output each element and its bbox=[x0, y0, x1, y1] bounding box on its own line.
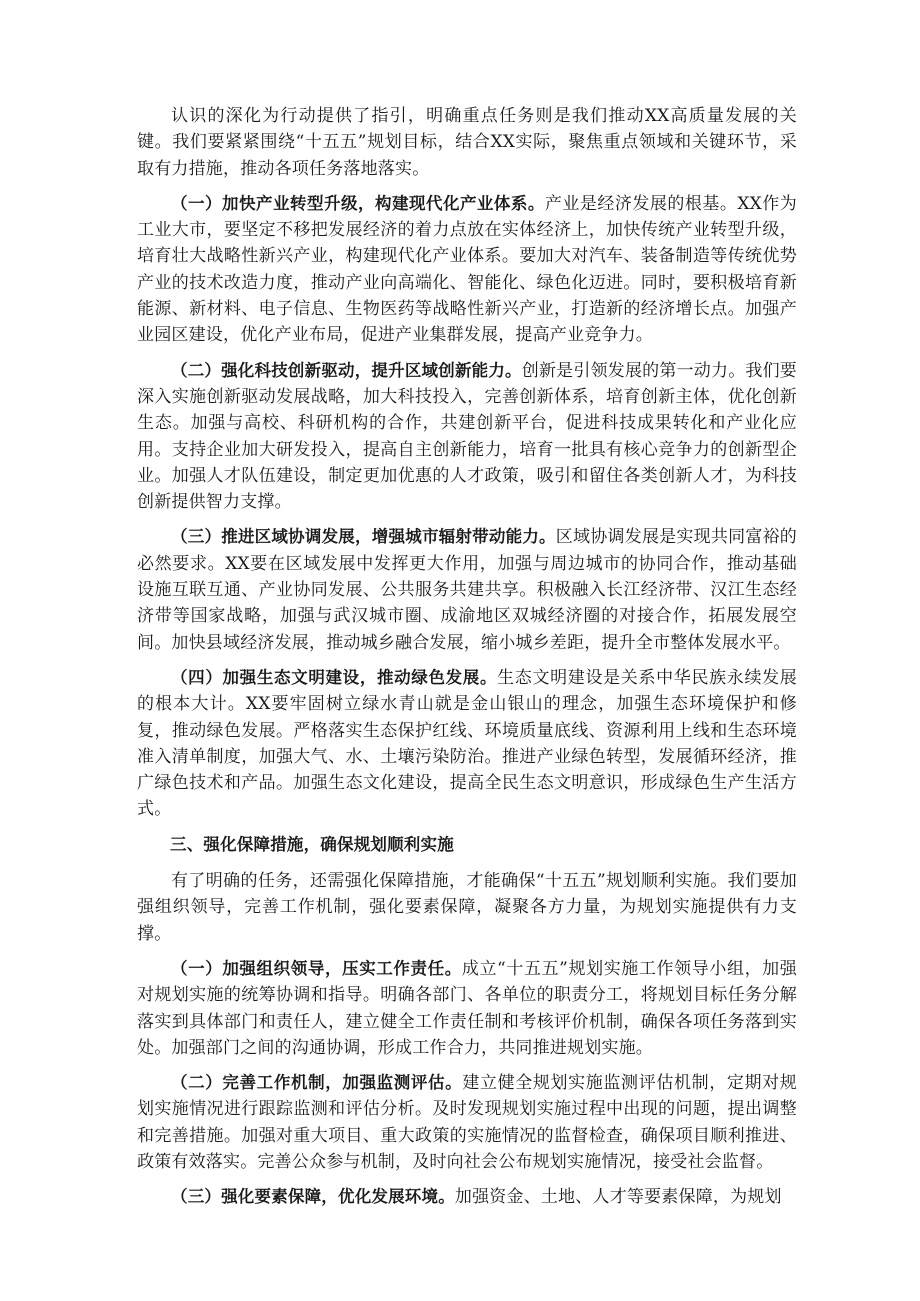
document-page bbox=[137, 103, 797, 1211]
measure-paragraph-3 bbox=[137, 1184, 797, 1210]
measure-heading-2: （二）完善工作机制，加强监测评估。 bbox=[171, 1073, 463, 1093]
measure-heading-3: （三）强化要素保障，优化发展环境。 bbox=[171, 1187, 455, 1207]
task-body-1: 产业是经济发展的根基。XX作为工业大市，要坚定不移把发展经济的着力点放在实体经济上，加快传统产业转型升级，培育壮大战略性新兴产业，构建现代化产业体系。要加大对汽车、装备制造等传统优势产业的技术改造力度，推动产业向高端化、智能化、绿色化迈进。同时，要积极培育新能源、新材料、电子信息、生物医药等战略性新兴产业，打造新的经济增长点。加强产业园区建设，优化产业布局，促进产业集群发展，提高产业竞争力。 bbox=[137, 193, 797, 346]
task-heading-3: （三）推进区域协调发展，增强城市辐射带动能力。 bbox=[171, 527, 556, 547]
section-3-title: 三、强化保障措施，确保规划顺利实施 bbox=[170, 834, 454, 854]
measure-body-2: 建立健全规划实施监测评估机制，定期对规划实施情况进行跟踪监测和评估分析。及时发现规划实施过程中出现的问题，提出调整和完善措施。加强对重大项目、重大政策的实施情况的监督检查，确保项目顺利推进、政策有效落实。完善公众参与机制，及时向社会公布规划实施情况，接受社会监督。 bbox=[137, 1073, 797, 1172]
task-body-3: 区域协调发展是实现共同富裕的必然要求。XX要在区域发展中发挥更大作用，加强与周边城市的协同合作，推动基础设施互联互通、产业协同发展、公共服务共建共享。积极融入长江经济带、汉江生态经济带等国家战略，加强与武汉城市圈、成渝地区双城经济圈的对接合作，拓展发展空间。加快县域经济发展，推动城乡融合发展，缩小城乡差距，提升全市整体发展水平。 bbox=[137, 527, 797, 653]
intro-paragraph: 认识的深化为行动提供了指引，明确重点任务则是我们推动XX高质量发展的关键。我们要紧紧围绕“十五五”规划目标，结合XX实际，聚焦重点领域和关键环节，采取有力措施，推动各项任务落地落实。 bbox=[137, 106, 797, 179]
task-paragraph-1 bbox=[137, 191, 797, 349]
measure-body-3: 加强资金、土地、人才等要素保障，为规划 bbox=[454, 1187, 782, 1208]
measure-paragraph-1 bbox=[137, 956, 797, 1061]
task-paragraph-3 bbox=[137, 524, 797, 655]
task-heading-4: （四）加强生态文明建设，推动绿色发展。 bbox=[171, 667, 498, 687]
task-heading-2: （二）强化科技创新驱动，提升区域创新能力。 bbox=[171, 360, 522, 380]
task-paragraph-4 bbox=[137, 665, 797, 823]
measure-paragraph-2 bbox=[137, 1070, 797, 1175]
measure-body-1: 成立“十五五”规划实施工作领导小组，加强对规划实施的统筹协调和指导。明确各部门、各单位的职责分工，将规划目标任务分解落实到具体部门和责任人，建立健全工作责任制和考核评价机制，确保各项任务落到实处。加强部门之间的沟通协调，形成工作合力，共同推进规划实施。 bbox=[137, 958, 797, 1058]
task-heading-1: （一）加快产业转型升级，构建现代化产业体系。 bbox=[171, 193, 545, 213]
task-body-4: 生态文明建设是关系中华民族永续发展的根本大计。XX要牢固树立绿水青山就是金山银山的理念，加强生态环境保护和修复，推动绿色发展。严格落实生态保护红线、环境质量底线、资源利用上线和生态环境准入清单制度，加强大气、水、土壤污染防治。推进产业绿色转型，发展循环经济，推广绿色技术和产品。加强生态文化建设，提高全民生态文明意识，形成绿色生产生活方式。 bbox=[137, 667, 797, 820]
task-body-2: 创新是引领发展的第一动力。我们要深入实施创新驱动发展战略，加大科技投入，完善创新体系，培育创新主体，优化创新生态。加强与高校、科研机构的合作，共建创新平台，促进科技成果转化和产业化应用。支持企业加大研发投入，提高自主创新能力，培育一批具有核心竞争力的创新型企业。加强人才队伍建设，制定更加优惠的人才政策，吸引和留住各类创新人才，为科技创新提供智力支撑。 bbox=[137, 360, 798, 513]
measure-heading-1: （一）加强组织领导，压实工作责任。 bbox=[171, 958, 462, 978]
task-paragraph-2 bbox=[137, 358, 797, 516]
section-3-intro: 有了明确的任务，还需强化保障措施，才能确保“十五五”规划顺利实施。我们要加强组织领导，完善工作机制，强化要素保障，凝聚各方力量，为规划实施提供有力支撑。 bbox=[137, 871, 797, 944]
